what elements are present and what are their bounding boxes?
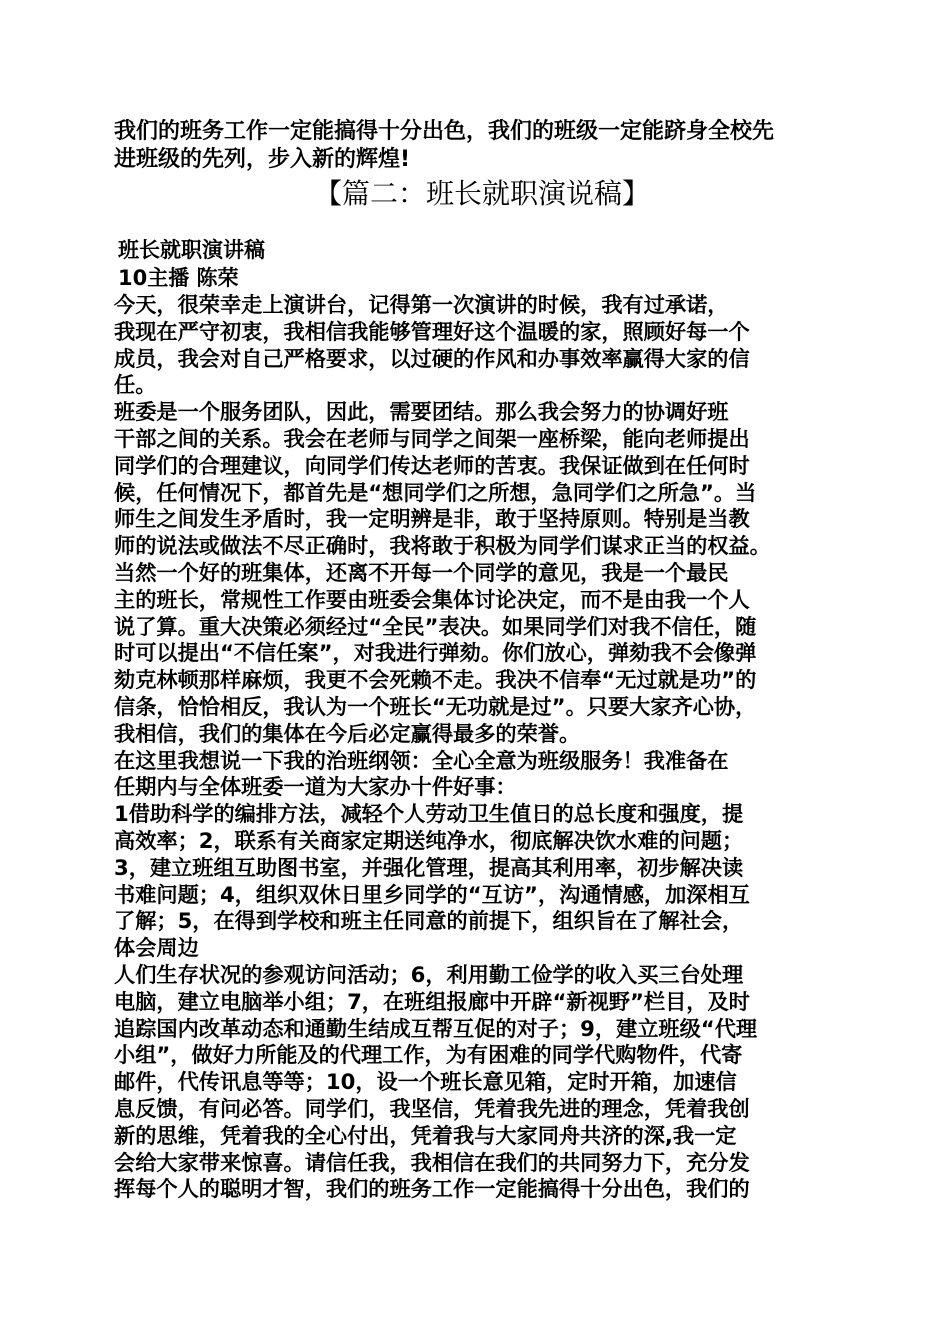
section-title: 【篇二：班长就职演说稿】 [313,177,650,210]
document-body [114,118,850,1203]
paragraph-opening: 今天，很荣幸走上演讲台，记得第一次演讲的时候，我有过承诺， 我现在严守初衷，我相信我能够管理好这个温暖的家，照顾好每一个 成员，我会对自己严格要求，以过硬的作风和办事效率赢得大家的信 任。 [114,292,750,398]
paragraph-program: 在这里我想说一下我的治班纲领：全心全意为班级服务！我准备在 任期内与全体班委一道为大家办十件好事： [114,747,729,800]
intro-paragraph: 我们的班务工作一定能搞得十分出色，我们的班级一定能跻身全校先 进班级的先列，步入新的辉煌! [114,119,775,172]
paragraph-tasks-part1: 1借助科学的编排方法，减轻个人劳动卫生值日的总长度和强度，提 高效率；2，联系有关商家定期送纯净水，彻底解决饮水难的问题； 3，建立班组互助图书室，并强化管理，提高其利用率，初步解决读 书难问题；4，组织双休日里乡同学的“互访”，沟通情感，加深相互 了解；5，在得到学校和班主任同意的前提下，组织旨在了解社会， 体会周边 [114,801,750,961]
paragraph-democracy: 当然一个好的班集体，还离不开每一个同学的意见，我是一个最民 主的班长，常规性工作要由班委会集体讨论决定，而不是由我一个人 说了算。重大决策必须经过“全民”表决。如果同学们对我不信任，随 时可以提出“不信任案”，对我进行弹劾。你们放心，弹劾我不会像弹 劾克林顿那样麻烦，我更不会死赖不走。我决不信奉“无过就是功”的 信条，恰恰相反，我认为一个班长“无功就是过”。只要大家齐心协， 我相信，我们的集体在今后必定赢得最多的荣誉。 [114,559,757,746]
paragraph-tasks-part2: 人们生存状况的参观访问活动；6，利用勤工俭学的收入买三台处理 电脑，建立电脑举小组；7，在班组报廊中开辟“新视野”栏目，及时 追踪国内改革动态和通勤生结成互帮互促的对子；9，建立班级“代理 小组”，做好力所能及的代理工作，为有困难的同学代购物件，代寄 邮件，代传讯息等等；10，设一个班长意见箱，定时开箱，加速信 息反馈，有问必答。同学们，我坚信，凭着我先进的理念，凭着我创 新的思维，凭着我的全心付出，凭着我与大家同舟共济的深,我一定 会给大家带来惊喜。请信任我，我相信在我们的共同努力下，充分发 挥每个人的聪明才智，我们的班务工作一定能搞得十分出色，我们的 [114,961,758,1202]
author-line: 10主播 陈荣 [118,266,239,290]
paragraph-committee: 班委是一个服务团队，因此，需要团结。那么我会努力的协调好班 干部之间的关系。我会在老师与同学之间架一座桥梁，能向老师提出 同学们的合理建议，向同学们传达老师的苦衷。我保证做到在任何时 候，任何情况下，都首先是“想同学们之所想，急同学们之所急”。当 师生之间发生矛盾时，我一定明辨是非，敢于坚持原则。特别是当教 师的说法或做法不尽正确时，我将敢于积极为同学们谋求正当的权益。 [114,399,771,559]
speech-title: 班长就职演讲稿 [118,238,265,262]
